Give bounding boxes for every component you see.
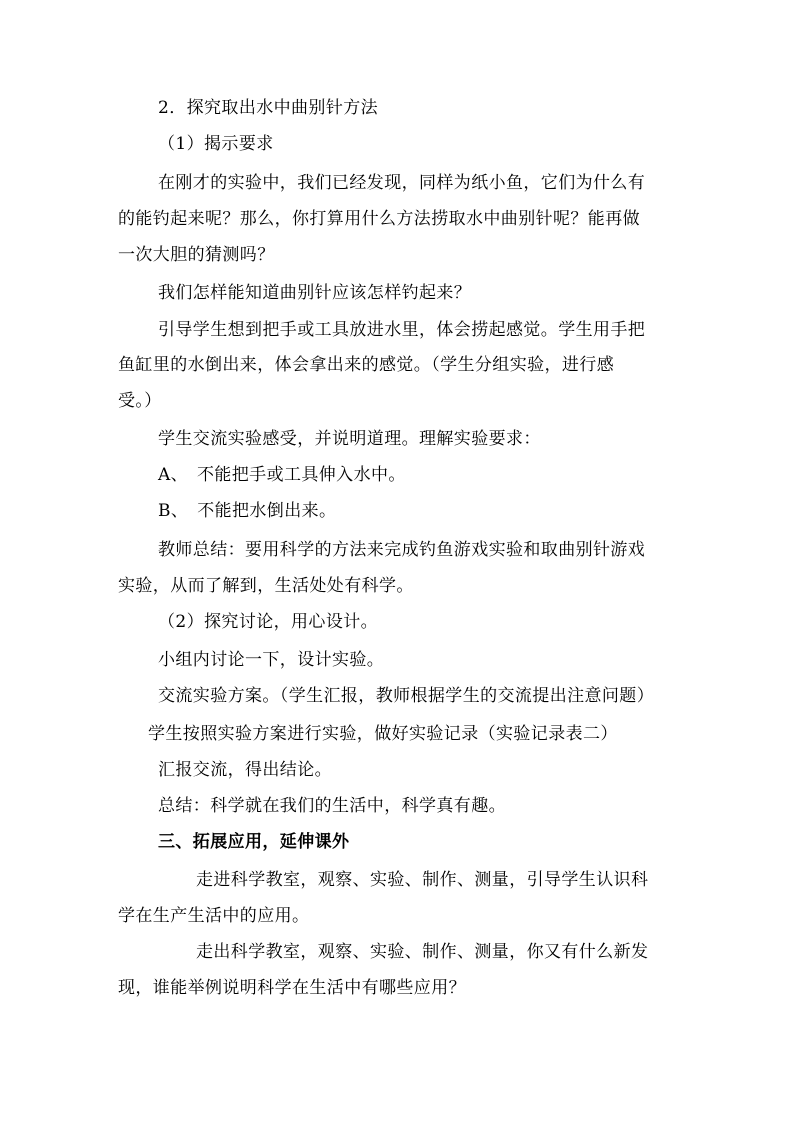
paragraph-line: 实验，从而了解到，生活处处有科学。 (118, 576, 414, 596)
section-heading-2: 2．探究取出水中曲别针方法 (158, 98, 379, 118)
paragraph-line: 在刚才的实验中，我们已经发现，同样为纸小鱼，它们为什么有 (158, 173, 646, 193)
paragraph-line: 学生按照实验方案进行实验，做好实验记录（实验记录表二） (148, 724, 618, 744)
paragraph-line: 学在生产生活中的应用。 (118, 906, 310, 926)
requirement-b: B、 不能把水倒出来。 (158, 501, 337, 521)
paragraph-line: 学生交流实验感受，并说明道理。理解实验要求： (158, 429, 541, 449)
paragraph-line: 走进科学教室，观察、实验、制作、测量，引导学生认识科 (196, 870, 649, 890)
section-heading-3: 三、拓展应用，延伸课外 (158, 832, 350, 852)
paragraph-line: 我们怎样能知道曲别针应该怎样钓起来？ (158, 283, 472, 303)
paragraph-line: 小组内讨论一下，设计实验。 (158, 650, 385, 670)
paragraph-line: 走出科学教室，观察、实验、制作、测量，你又有什么新发 (196, 942, 649, 962)
paragraph-line: 一次大胆的猜测吗？ (118, 245, 275, 265)
paragraph-line: 鱼缸里的水倒出来，体会拿出来的感觉。（学生分组实验，进行感 (118, 355, 615, 375)
paragraph-line: 交流实验方案。（学生汇报，教师根据学生的交流提出注意问题） (158, 686, 655, 706)
paragraph-line: 汇报交流，得出结论。 (158, 760, 332, 780)
paragraph-line: 的能钓起来呢？那么，你打算用什么方法捞取水中曲别针呢？能再做 (118, 209, 640, 229)
requirement-a: A、 不能把手或工具伸入水中。 (158, 465, 406, 485)
paragraph-line: 教师总结：要用科学的方法来完成钓鱼游戏实验和取曲别针游戏 (158, 540, 646, 560)
paragraph-line: 受。） (118, 391, 162, 411)
paragraph-line: 引导学生想到把手或工具放进水里，体会捞起感觉。学生用手把 (158, 320, 646, 340)
subheading-1: （1）揭示要求 (158, 134, 274, 154)
summary-line: 总结：科学就在我们的生活中，科学真有趣。 (158, 796, 506, 816)
paragraph-line: 现，谁能举例说明科学在生活中有哪些应用？ (118, 978, 466, 998)
subheading-2: （2）探究讨论，用心设计。 (158, 612, 379, 632)
